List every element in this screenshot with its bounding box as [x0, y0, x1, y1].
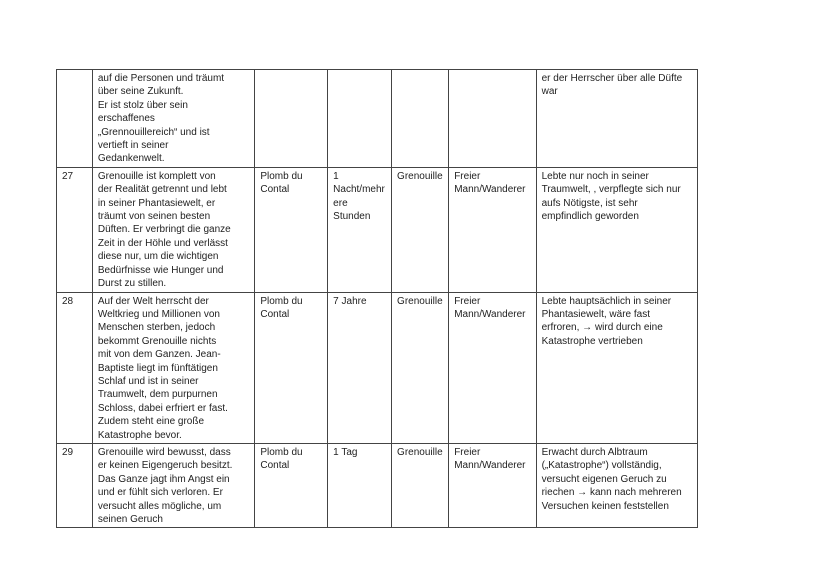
cell-description: Grenouille wird bewusst, dass er keinen Eigengeruch besitzt. Das Ganze jagt ihm Angst ein und er fühlt sich verloren. Er versucht alles mögliche, um seinen Geruch	[92, 443, 254, 527]
table-row	[57, 292, 698, 443]
cell-description: auf die Personen und träumt über seine Zukunft. Er ist stolz über sein erschaffenes „Grennouillereich“ und ist vertieft in seiner Gedankenwelt.	[92, 70, 254, 168]
cell-number	[57, 70, 93, 168]
table-row	[57, 443, 698, 527]
cell-duration: 1 Nacht/mehr ere Stunden	[328, 167, 392, 292]
cell-character: Grenouille	[392, 443, 449, 527]
cell-role: Freier Mann/Wanderer	[449, 292, 536, 443]
cell-role: Freier Mann/Wanderer	[449, 167, 536, 292]
cell-number: 28	[57, 292, 93, 443]
cell-note: Lebte nur noch in seiner Traumwelt, , verpflegte sich nur aufs Nötigste, ist sehr empfindlich geworden	[536, 167, 697, 292]
cell-duration: 1 Tag	[328, 443, 392, 527]
cell-role: Freier Mann/Wanderer	[449, 443, 536, 527]
cell-character: Grenouille	[392, 292, 449, 443]
cell-character: Grenouille	[392, 167, 449, 292]
cell-number: 29	[57, 443, 93, 527]
cell-role	[449, 70, 536, 168]
cell-place: Plomb du Contal	[255, 167, 328, 292]
cell-character	[392, 70, 449, 168]
cell-duration	[328, 70, 392, 168]
cell-note: Lebte hauptsächlich in seiner Phantasiewelt, wäre fast erfroren, → wird durch eine Katastrophe vertrieben	[536, 292, 697, 443]
cell-place: Plomb du Contal	[255, 443, 328, 527]
cell-duration: 7 Jahre	[328, 292, 392, 443]
table-row	[57, 167, 698, 292]
cell-place: Plomb du Contal	[255, 292, 328, 443]
cell-number: 27	[57, 167, 93, 292]
cell-place	[255, 70, 328, 168]
cell-note: Erwacht durch Albtraum („Katastrophe“) vollständig, versucht eigenen Geruch zu riechen → kann nach mehreren Versuchen keinen feststellen	[536, 443, 697, 527]
scene-table	[56, 69, 698, 528]
cell-note: er der Herrscher über alle Düfte war	[536, 70, 697, 168]
cell-description: Auf der Welt herrscht der Weltkrieg und Millionen von Menschen sterben, jedoch bekommt Grenouille nichts mit von dem Ganzen. Jean- Baptiste liegt im fünftätigen Schlaf und ist in seiner Traumwelt, dem purpurnen Schloss, dabei erfriert er fast. Zudem steht eine große Katastrophe bevor.	[92, 292, 254, 443]
cell-description: Grenouille ist komplett von der Realität getrennt und lebt in seiner Phantasiewelt, er träumt von seinen besten Düften. Er verbringt die ganze Zeit in der Höhle und verlässt diese nur, um die wichtigen Bedürfnisse wie Hunger und Durst zu stillen.	[92, 167, 254, 292]
table-row	[57, 70, 698, 168]
